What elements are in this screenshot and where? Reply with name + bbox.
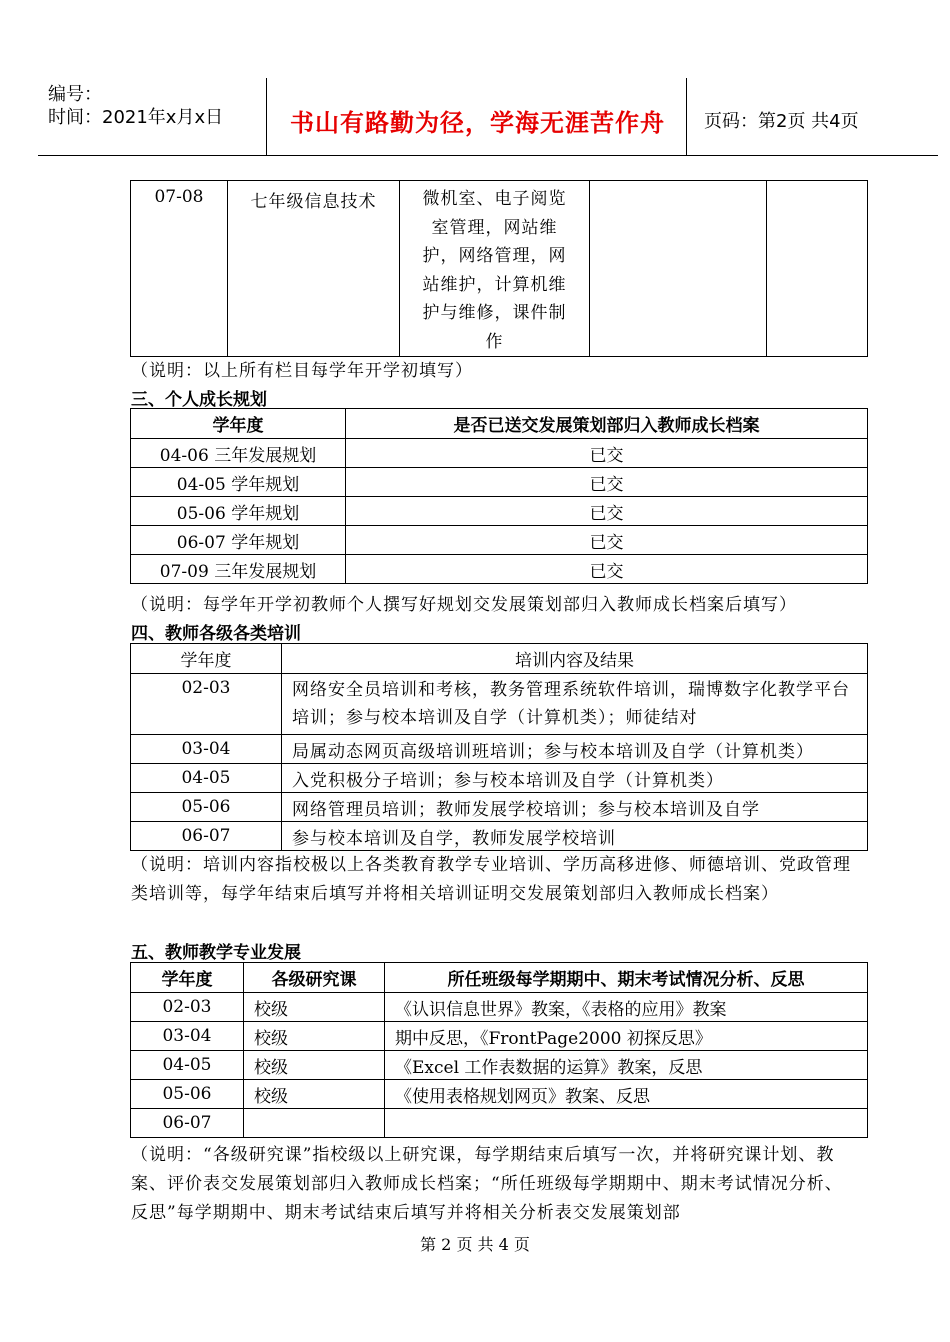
number-label: 编号： bbox=[48, 84, 102, 105]
table-cell: 局属动态网页高级培训班培训；参与校本培训及自学（计算机类） bbox=[282, 735, 868, 764]
table-cell: 入党积极分子培训；参与校本培训及自学（计算机类） bbox=[282, 764, 868, 793]
table-cell: 《Excel 工作表数据的运算》教案，反思 bbox=[385, 1051, 868, 1080]
duties-line: 站维护，计算机维 bbox=[422, 274, 567, 295]
table-cell: 05-06 学年规划 bbox=[131, 497, 346, 526]
table-cell: 04-05 学年规划 bbox=[131, 468, 346, 497]
growth-plan-table bbox=[130, 408, 868, 584]
table-cell: 已交 bbox=[346, 497, 868, 526]
table-cell bbox=[385, 1109, 868, 1138]
table-cell: 02-03 bbox=[131, 674, 282, 735]
empty-cell bbox=[767, 181, 868, 357]
header-divider bbox=[686, 78, 687, 156]
table-cell: 已交 bbox=[346, 526, 868, 555]
duties-year: 07-08 bbox=[131, 181, 228, 357]
note-top: （说明：以上所有栏目每学年开学初填写） bbox=[131, 361, 473, 381]
time-label: 时间：2021年x月x日 bbox=[48, 107, 224, 128]
table-cell: 02-03 bbox=[131, 993, 244, 1022]
table-header: 培训内容及结果 bbox=[282, 644, 868, 674]
training-table bbox=[130, 643, 868, 851]
duties-content bbox=[400, 181, 590, 357]
table-cell: 05-06 bbox=[131, 793, 282, 822]
table-cell: 校级 bbox=[244, 1080, 385, 1109]
table-cell: 校级 bbox=[244, 1022, 385, 1051]
section3-title: 三、个人成长规划 bbox=[131, 390, 267, 410]
table-cell bbox=[244, 1109, 385, 1138]
duties-line: 护与维修，课件制 bbox=[422, 303, 567, 323]
table-cell: 已交 bbox=[346, 555, 868, 584]
table-header: 学年度 bbox=[131, 963, 244, 993]
table-cell: 05-06 bbox=[131, 1080, 244, 1109]
section3-note: （说明：每学年开学初教师个人撰写好规划交发展策划部归入教师成长档案后填写） bbox=[131, 595, 797, 615]
table-cell: 《认识信息世界》教案，《表格的应用》教案 bbox=[385, 993, 868, 1022]
duties-line: 作 bbox=[485, 331, 504, 352]
table-cell: 校级 bbox=[244, 993, 385, 1022]
table-cell: 06-07 bbox=[131, 1109, 244, 1138]
table-header: 学年度 bbox=[131, 409, 346, 439]
page-footer: 第 2 页 共 4 页 bbox=[420, 1235, 530, 1254]
table-cell: 06-07 bbox=[131, 822, 282, 851]
table-cell: 已交 bbox=[346, 468, 868, 497]
duties-line: 护，网络管理，网 bbox=[422, 246, 567, 266]
header-divider bbox=[266, 78, 267, 156]
table-cell: 04-06 三年发展规划 bbox=[131, 439, 346, 468]
table-cell: 04-05 bbox=[131, 1051, 244, 1080]
section5-title: 五、教师教学专业发展 bbox=[131, 943, 301, 963]
table-cell: 校级 bbox=[244, 1051, 385, 1080]
duties-subject: 七年级信息技术 bbox=[228, 181, 400, 357]
duties-line: 室管理，网站维 bbox=[431, 217, 558, 238]
table-header: 是否已送交发展策划部归入教师成长档案 bbox=[346, 409, 868, 439]
duties-line: 微机室、电子阅览 bbox=[422, 189, 567, 209]
table-cell: 06-07 学年规划 bbox=[131, 526, 346, 555]
section4-note: （说明：培训内容指校极以上各类教育教学专业培训、学历高移进修、师德培训、党政管理类培训等，每学年结束后填写并将相关培训证明交发展策划部归入教师成长档案） bbox=[131, 855, 851, 904]
table-header: 所任班级每学期期中、期末考试情况分析、反思 bbox=[385, 963, 868, 993]
table-cell: 07-09 三年发展规划 bbox=[131, 555, 346, 584]
duties-table bbox=[130, 180, 868, 357]
teaching-development-table bbox=[130, 962, 868, 1138]
table-cell: 网络安全员培训和考核，教务管理系统软件培训，瑞博数字化教学平台培训；参与校本培训及自学（计算机类）；师徒结对 bbox=[282, 674, 868, 735]
section4-title: 四、教师各级各类培训 bbox=[131, 624, 301, 644]
table-cell: 《使用表格规划网页》教案、反思 bbox=[385, 1080, 868, 1109]
table-cell: 04-05 bbox=[131, 764, 282, 793]
page-number-label: 页码：第2页 共4页 bbox=[704, 111, 859, 132]
empty-cell bbox=[590, 181, 767, 357]
section5-note: （说明：“各级研究课”指校级以上研究课，每学期结束后填写一次，并将研究课计划、教案、评价表交发展策划部归入教师成长档案；“所任班级每学期期中、期末考试情况分析、反思”每学期期中、期末考试结束后填写并将相关分析表交发展策划部 bbox=[131, 1145, 843, 1223]
page-header bbox=[0, 0, 950, 160]
table-cell: 已交 bbox=[346, 439, 868, 468]
table-cell: 网络管理员培训；教师发展学校培训；参与校本培训及自学 bbox=[282, 793, 868, 822]
table-header: 学年度 bbox=[131, 644, 282, 674]
header-rule bbox=[38, 155, 938, 156]
table-header: 各级研究课 bbox=[244, 963, 385, 993]
table-cell: 03-04 bbox=[131, 735, 282, 764]
table-cell: 期中反思，《FrontPage2000 初探反思》 bbox=[385, 1022, 868, 1051]
table-cell: 03-04 bbox=[131, 1022, 244, 1051]
table-cell: 参与校本培训及自学，教师发展学校培训 bbox=[282, 822, 868, 851]
header-motto: 书山有路勤为径，学海无涯苦作舟 bbox=[290, 109, 665, 137]
